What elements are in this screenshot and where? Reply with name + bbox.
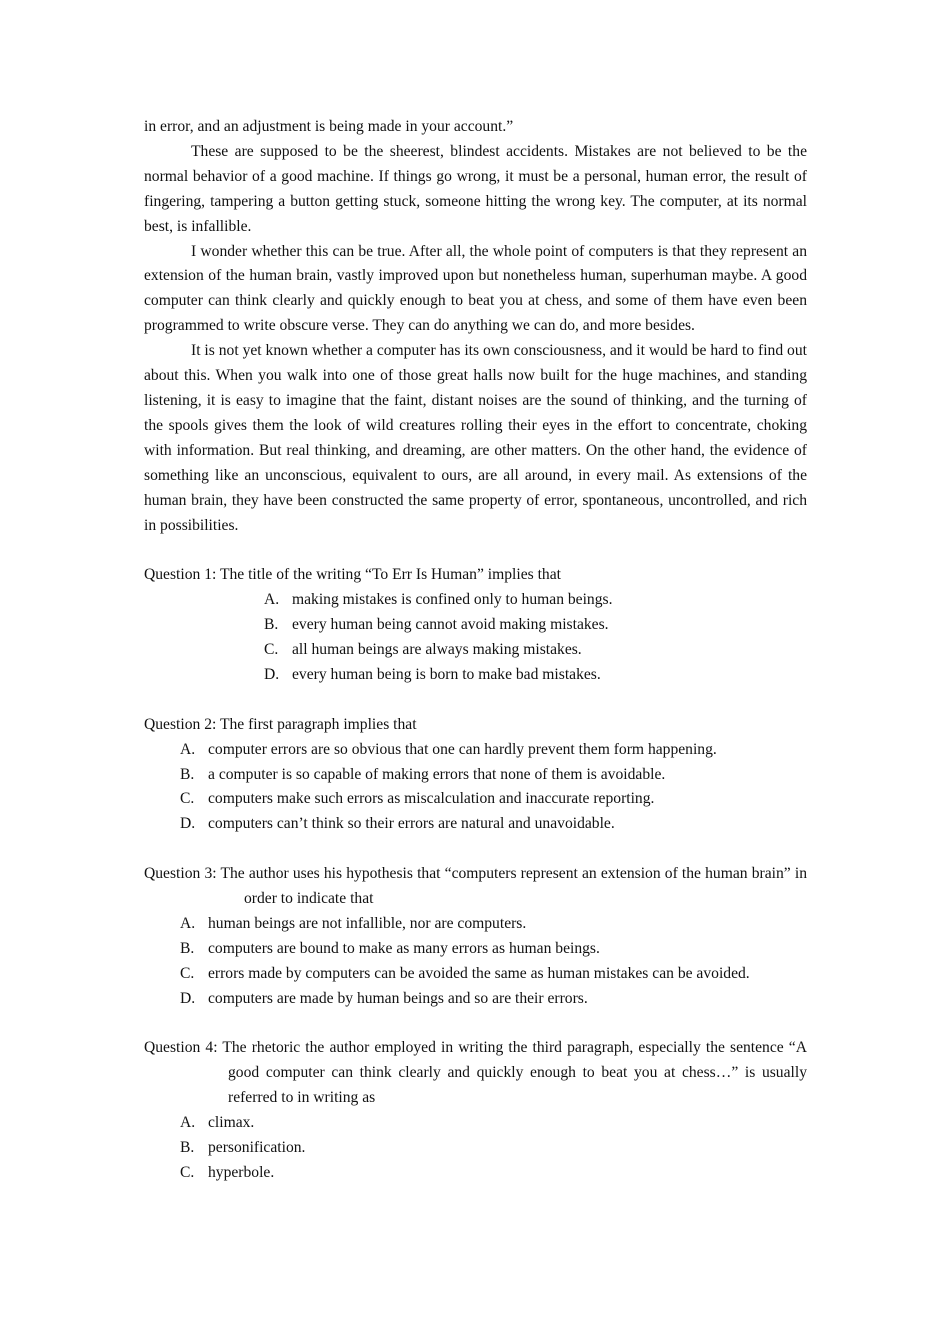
question-stem: Question 3: The author uses his hypothesis that “computers represent an extension of the human brain” in order to indicate that	[144, 865, 807, 908]
option-letter: A.	[180, 914, 196, 932]
answer-option[interactable]	[144, 763, 807, 788]
option-letter: D.	[264, 665, 280, 683]
option-text: computers are made by human beings and so are their errors.	[208, 989, 588, 1007]
answer-option[interactable]	[144, 738, 807, 763]
answer-option[interactable]	[144, 1136, 807, 1161]
answer-option[interactable]	[144, 588, 807, 613]
answer-option[interactable]	[144, 787, 807, 812]
option-letter: B.	[264, 616, 279, 634]
answer-option[interactable]	[144, 613, 807, 638]
option-text: a computer is so capable of making errors that none of them is avoidable.	[208, 765, 666, 783]
answer-options	[144, 912, 807, 1012]
option-text: climax.	[208, 1114, 255, 1132]
option-letter: C.	[180, 790, 195, 808]
option-letter: A.	[264, 591, 280, 609]
question-stem: Question 2: The first paragraph implies that	[144, 715, 417, 733]
answer-option[interactable]	[144, 987, 807, 1012]
question-stem: Question 4: The rhetoric the author employed in writing the third paragraph, especially the sentence “A good computer can think clearly and quickly enough to beat you at chess…” is usually referred to in writing as	[144, 1039, 807, 1107]
question-3	[144, 862, 807, 1011]
passage-paragraph: It is not yet known whether a computer has its own consciousness, and it would be hard to find out about this. When you walk into one of those great halls now built for the huge machines, and standing listening, it is easy to imagine that the faint, distant noises are the sound of thinking, and the turning of the spools gives them the look of wild creatures rolling their eyes in the effort to concentrate, choking with information. But real thinking, and dreaming, are other matters. On the other hand, the evidence of something like an unconscious, equivalent to ours, are all around, in every mail. As extensions of the human brain, they have been constructed the same property of error, spontaneous, uncontrolled, and rich in possibilities.	[144, 342, 807, 534]
question-4	[144, 1036, 807, 1185]
reading-passage	[144, 115, 807, 538]
answer-option[interactable]	[144, 663, 807, 688]
answer-option[interactable]	[144, 937, 807, 962]
answer-option[interactable]	[144, 638, 807, 663]
option-text: computers are bound to make as many errors as human beings.	[208, 939, 600, 957]
answer-option[interactable]	[144, 1111, 807, 1136]
option-letter: B.	[180, 939, 195, 957]
answer-option[interactable]	[144, 962, 807, 987]
option-letter: A.	[180, 1114, 196, 1132]
option-text: making mistakes is confined only to human beings.	[292, 591, 613, 609]
option-text: errors made by computers can be avoided the same as human mistakes can be avoided.	[208, 964, 750, 982]
question-2	[144, 713, 807, 838]
answer-option[interactable]	[144, 812, 807, 837]
question-1	[144, 563, 807, 688]
question-stem: Question 1: The title of the writing “To Err Is Human” implies that	[144, 566, 561, 584]
option-text: personification.	[208, 1139, 306, 1157]
option-text: human beings are not infallible, nor are computers.	[208, 914, 527, 932]
option-text: all human beings are always making mistakes.	[292, 641, 582, 659]
option-text: hyperbole.	[208, 1164, 275, 1181]
passage-paragraph: These are supposed to be the sheerest, blindest accidents. Mistakes are not believed to be the normal behavior of a good machine. If things go wrong, it must be a personal, human error, the result of fingering, tampering a button getting stuck, someone hitting the wrong key. The computer, at its normal best, is infallible.	[144, 142, 807, 235]
option-text: computers make such errors as miscalculation and inaccurate reporting.	[208, 790, 655, 808]
option-letter: C.	[180, 964, 195, 982]
answer-options	[144, 738, 807, 838]
passage-carryover-line: in error, and an adjustment is being made in your account.”	[144, 118, 514, 135]
option-text: every human being is born to make bad mistakes.	[292, 665, 601, 683]
option-letter: C.	[264, 641, 279, 659]
option-letter: A.	[180, 740, 196, 758]
passage-paragraph: I wonder whether this can be true. After all, the whole point of computers is that they represent an extension of the human brain, vastly improved upon but nonetheless human, superhuman maybe. A good computer can think clearly and quickly enough to beat you at chess, and some of them have even been programmed to write obscure verse. They can do anything we can do, and more besides.	[144, 242, 807, 335]
option-text: every human being cannot avoid making mistakes.	[292, 616, 609, 634]
option-letter: B.	[180, 1139, 195, 1157]
answer-options	[144, 1111, 807, 1186]
option-text: computers can’t think so their errors are natural and unavoidable.	[208, 815, 615, 833]
document-page	[144, 115, 807, 1186]
option-letter: D.	[180, 815, 196, 833]
answer-option[interactable]	[144, 1161, 807, 1186]
option-letter: C.	[180, 1164, 195, 1181]
option-letter: D.	[180, 989, 196, 1007]
answer-options	[144, 588, 807, 688]
option-text: computer errors are so obvious that one can hardly prevent them form happening.	[208, 740, 717, 758]
answer-option[interactable]	[144, 912, 807, 937]
option-letter: B.	[180, 765, 195, 783]
